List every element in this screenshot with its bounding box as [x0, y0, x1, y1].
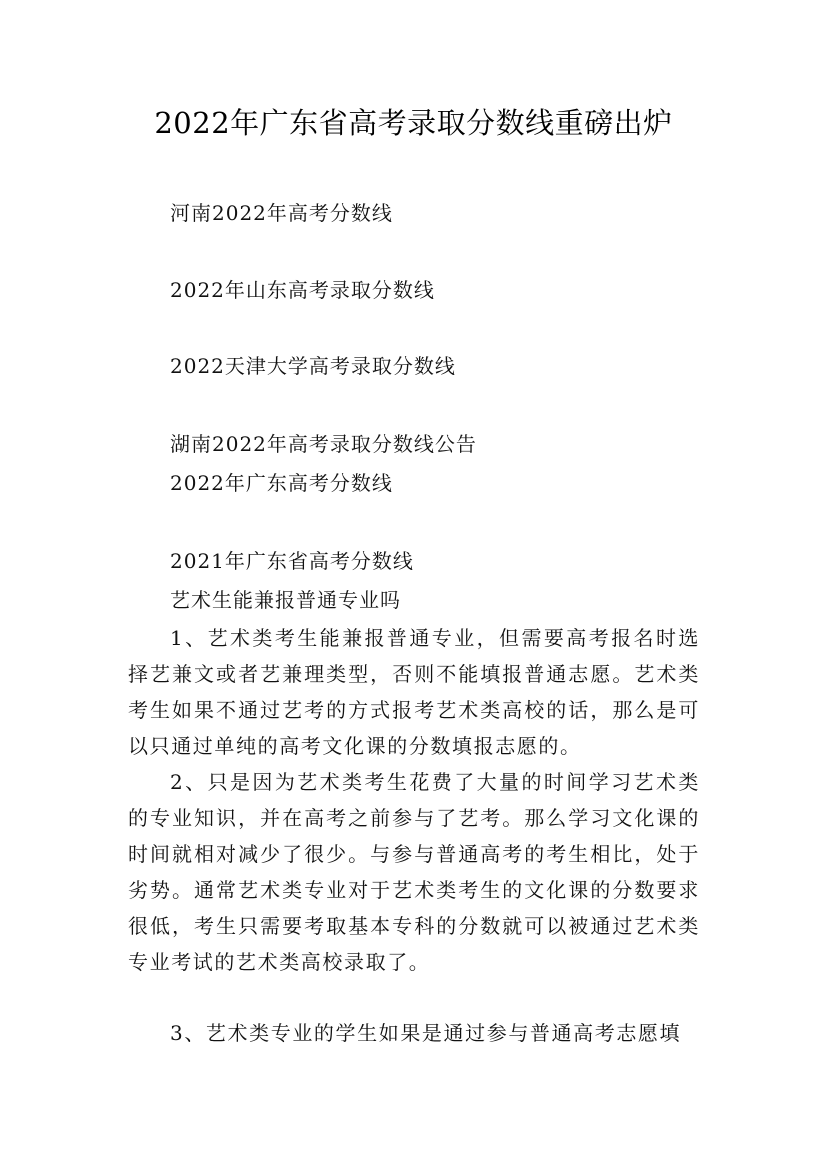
related-link-tianjin-university[interactable]: 2022天津大学高考录取分数线 — [170, 354, 456, 378]
paragraph-2: 2、只是因为艺术类考生花费了大量的时间学习艺术类的专业知识，并在高考之前参与了艺考。那么学习文化课的时间就相对减少了很少。与参与普通高考的考生相比，处于劣势。通常艺术类专业对于艺术类考生的文化课的分数要求很低，考生只需要考取基本专科的分数就可以被通过艺术类专业考试的艺术类高校录取了。 — [128, 770, 700, 974]
related-link-shandong[interactable]: 2022年山东高考录取分数线 — [170, 278, 435, 302]
related-link-henan[interactable]: 河南2022年高考分数线 — [170, 201, 393, 225]
section-heading: 艺术生能兼报普通专业吗 — [170, 588, 401, 612]
paragraph-1: 1、艺术类考生能兼报普通专业，但需要高考报名时选择艺兼文或者艺兼理类型，否则不能填报普通志愿。艺术类考生如果不通过艺考的方式报考艺术类高校的话，那么是可以只通过单纯的高考文化课的分数填报志愿的。 — [128, 626, 700, 758]
document-title: 2022年广东省高考录取分数线重磅出炉 — [154, 106, 673, 140]
related-link-hunan[interactable]: 湖南2022年高考录取分数线公告 — [170, 432, 477, 456]
paragraph-3: 3、艺术类专业的学生如果是通过参与普通高考志愿填 — [170, 1021, 682, 1045]
related-link-guangdong-2022[interactable]: 2022年广东高考分数线 — [170, 471, 393, 495]
related-link-guangdong-2021[interactable]: 2021年广东省高考分数线 — [170, 549, 414, 573]
